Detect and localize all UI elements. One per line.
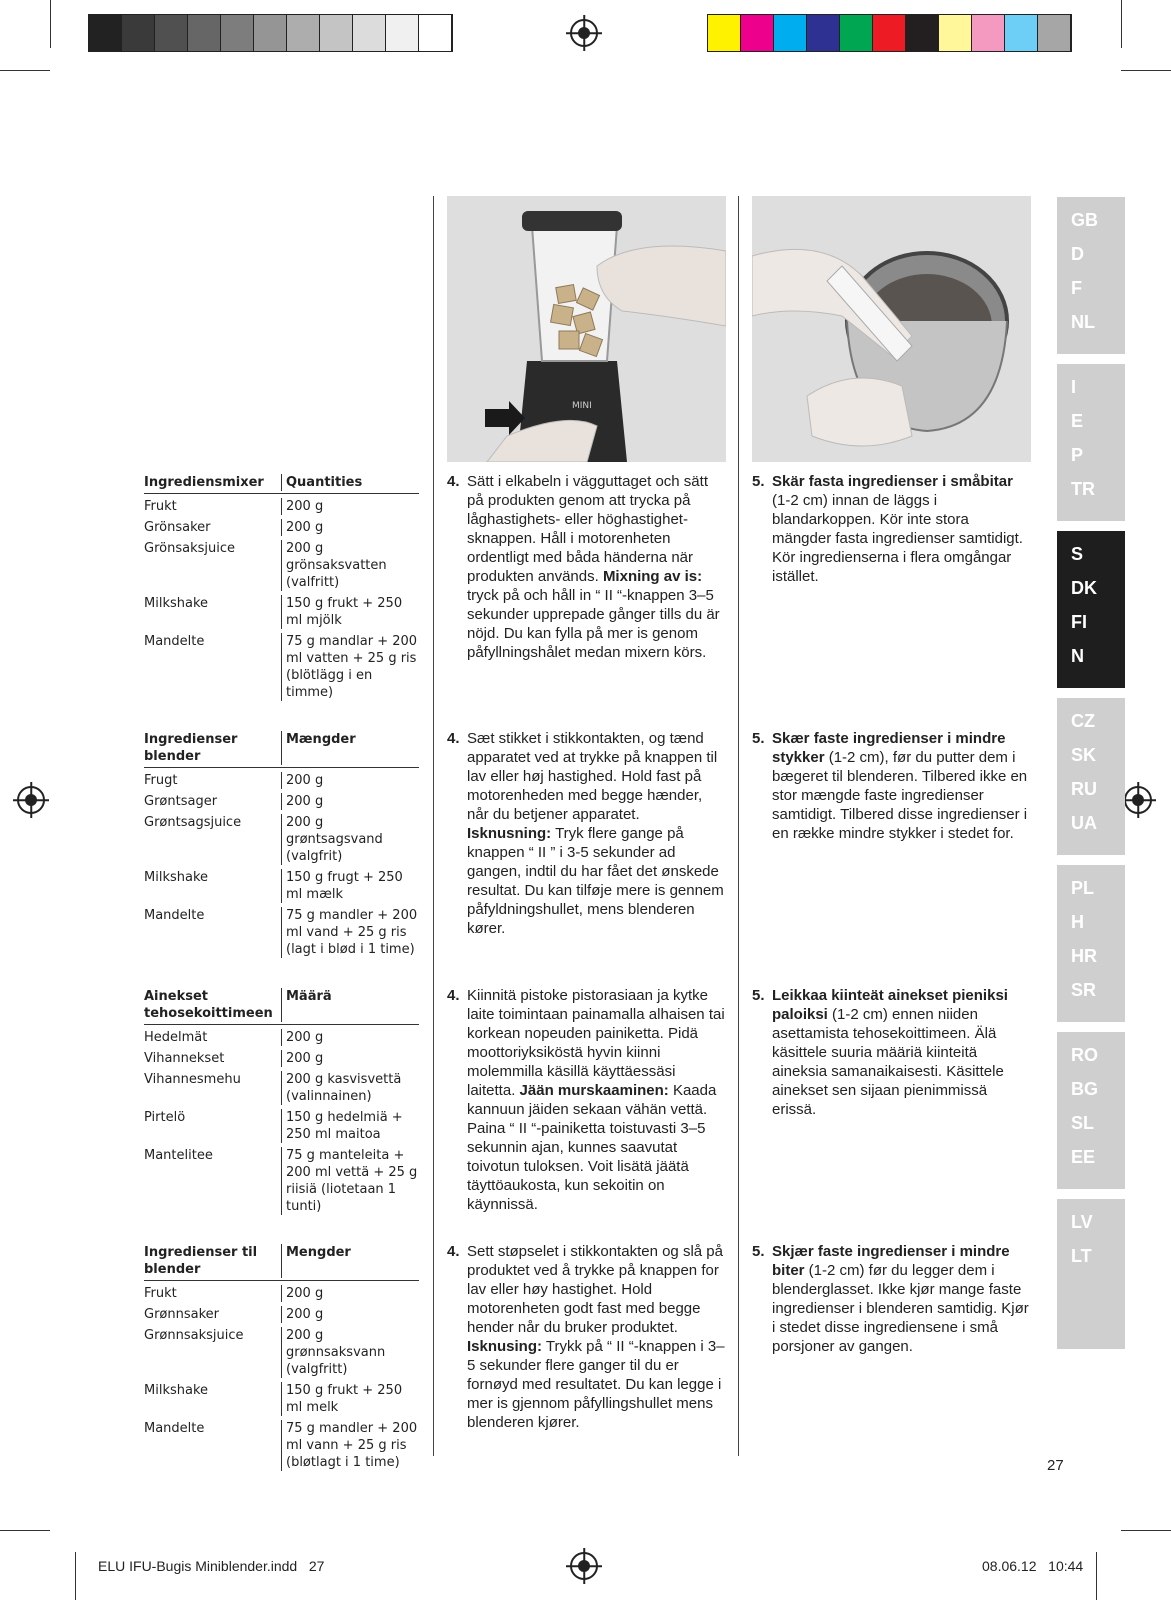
footer-date: 08.06.12 10:44 — [982, 1558, 1084, 1574]
ingredients-table — [144, 474, 419, 701]
table-header — [144, 1244, 419, 1281]
quantity-cell: 75 g manteleita + 200 ml vettä + 25 g riisiä (liotetaan 1 tunti) — [281, 1147, 419, 1215]
table-row — [144, 869, 419, 903]
quantity-cell: 75 g mandler + 200 ml vann + 25 g ris (bløtlagt i 1 time) — [281, 1420, 419, 1471]
step-subheading: Skær faste ingredienser i mindre stykker — [772, 730, 1006, 766]
gray-calibration-bar — [88, 14, 453, 52]
quantity-cell: 200 g kasvisvettä (valinnainen) — [281, 1071, 419, 1105]
ingredient-cell: Milkshake — [144, 870, 209, 885]
step-number: 5. — [752, 987, 765, 1004]
quantity-cell: 200 g grønnsaksvann (valgfritt) — [281, 1327, 419, 1378]
registration-target-icon — [1124, 786, 1152, 814]
color-swatch — [221, 15, 254, 51]
language-code: CZ — [1071, 711, 1095, 731]
color-calibration-bar — [707, 14, 1072, 52]
header-quantities: Quantities — [281, 474, 419, 491]
step-number: 5. — [752, 1243, 765, 1260]
language-code: GB — [1071, 210, 1098, 230]
ingredient-cell: Mandelte — [144, 1421, 205, 1436]
ingredient-cell: Pirtelö — [144, 1110, 186, 1125]
step-number: 4. — [447, 1243, 460, 1260]
table-row — [144, 498, 419, 515]
language-code: BG — [1071, 1079, 1098, 1099]
header-quantities: Määrä — [281, 988, 419, 1022]
ingredient-cell: Milkshake — [144, 596, 209, 611]
header-ingredients: Ingredienser til blender — [144, 1245, 258, 1277]
table-row — [144, 907, 419, 958]
language-code: RO — [1071, 1045, 1098, 1065]
quantity-cell: 75 g mandlar + 200 ml vatten + 25 g ris (blötlägg i en timme) — [281, 633, 419, 701]
step-number: 5. — [752, 473, 765, 490]
language-code: D — [1071, 244, 1084, 264]
table-row — [144, 519, 419, 536]
table-row — [144, 1071, 419, 1105]
language-code: SR — [1071, 980, 1097, 1000]
step-text: Kiinnitä pistoke pistorasiaan ja kytke laite toimintaan painamalla alhaisen tai korkean nopeuden painiketta. Pidä moottoriyksiköstä hyvin kiinni molemmilla käsillä käyttäessäsi laitetta. — [467, 987, 725, 1099]
color-swatch — [89, 15, 122, 51]
blender-photo — [447, 196, 726, 462]
table-row — [144, 793, 419, 810]
language-code: DK — [1071, 578, 1097, 598]
step-subheading: Skär fasta ingredienser i småbitar — [772, 473, 1013, 490]
language-code: UA — [1071, 813, 1097, 833]
ingredient-cell: Frukt — [144, 499, 177, 514]
header-ingredients: Ainekset tehosekoittimeen — [144, 989, 273, 1021]
language-code: TR — [1071, 479, 1095, 499]
quantity-cell: 200 g — [281, 1050, 419, 1067]
step-5-text — [752, 729, 1032, 843]
ingredient-cell: Vihannesmehu — [144, 1072, 241, 1087]
language-code: SL — [1071, 1113, 1095, 1133]
language-tab-group — [1057, 531, 1125, 688]
language-code: F — [1071, 278, 1082, 298]
step-text: Sæt stikket i stikkontakten, og tænd apparatet ved at trykke på knappen til lav eller høj hastighed. Hold fast på motorenheden med begge hænder, når du betjener apparatet. — [467, 730, 718, 823]
step-subheading: Isknusing: — [467, 1338, 543, 1355]
header-ingredients: Ingrediensmixer — [144, 475, 264, 490]
language-code: EE — [1071, 1147, 1096, 1167]
quantity-cell: 200 g — [281, 498, 419, 515]
table-row — [144, 1050, 419, 1067]
step-text: (1-2 cm), før du putter dem i bægeret til blenderen. Tilbered ikke en stor mængde faste ingredienser samtidigt. Tilbered disse ingredienser i en række mindre stykker i stedet for. — [772, 749, 1028, 842]
table-row — [144, 1306, 419, 1323]
step-subheading: Leikkaa kiinteät ainekset pieniksi paloiksi — [772, 987, 1008, 1023]
language-tab-group — [1057, 1032, 1125, 1189]
quantity-cell: 200 g — [281, 772, 419, 789]
color-swatch — [419, 15, 452, 51]
table-header — [144, 474, 419, 494]
step-text: Sätt i elkabeln i vägguttaget och sätt på produkten genom att trycka på låghastighets- eller höghastighet-sknappen. Håll i motorenheten ordentligt med båda händerna när produkten används. — [467, 473, 708, 585]
language-code: NL — [1071, 312, 1095, 332]
ingredient-cell: Mantelitee — [144, 1148, 213, 1163]
step-subheading: Isknusning: — [467, 825, 552, 842]
language-tab-group — [1057, 1199, 1125, 1349]
color-swatch — [741, 15, 774, 51]
quantity-cell: 150 g hedelmiä + 250 ml maitoa — [281, 1109, 419, 1143]
language-code: LT — [1071, 1246, 1092, 1266]
step-4-text — [447, 1242, 725, 1432]
language-code: E — [1071, 411, 1084, 431]
language-code: P — [1071, 445, 1084, 465]
language-code: LV — [1071, 1212, 1093, 1232]
language-code: PL — [1071, 878, 1095, 898]
step-4-text — [447, 729, 725, 938]
color-swatch — [774, 15, 807, 51]
language-tab-group — [1057, 698, 1125, 855]
language-tab-group — [1057, 865, 1125, 1022]
table-row — [144, 1382, 419, 1416]
language-tab-group — [1057, 197, 1125, 354]
color-swatch — [155, 15, 188, 51]
registration-target-icon — [17, 786, 45, 814]
language-code: H — [1071, 912, 1084, 932]
step-text: (1-2 cm) ennen niiden asettamista tehosekoittimeen. Älä käsittele suuria määriä kiinteitä aineksia samanaikaisesti. Käsittele ainekset sen sijaan pienimmissä erissä. — [772, 1006, 1004, 1118]
table-row — [144, 1029, 419, 1046]
step-text: tryck på och håll in “ II “-knappen 3–5 sekunder upprepade gånger tills du är nöjd. Du kan fylla på mer is genom påfyllningshålet medan mixern körs. — [467, 587, 720, 661]
language-code: FI — [1071, 612, 1087, 632]
ingredient-cell: Frugt — [144, 773, 178, 788]
step-number: 4. — [447, 730, 460, 747]
table-row — [144, 1327, 419, 1378]
ingredients-table — [144, 1244, 419, 1471]
step-subheading: Skjær faste ingredienser i mindre biter — [772, 1243, 1010, 1279]
step-text: (1-2 cm) innan de läggs i blandarkoppen. Kör inte stora mängder fasta ingredienser samtidigt. Kör ingredienserna i flera omgångar istället. — [772, 492, 1023, 585]
quantity-cell: 75 g mandler + 200 ml vand + 25 g ris (lagt i blød i 1 time) — [281, 907, 419, 958]
ingredient-cell: Grönsaker — [144, 520, 211, 535]
language-code: N — [1071, 646, 1084, 666]
quantity-cell: 150 g frukt + 250 ml mjölk — [281, 595, 419, 629]
step-number: 5. — [752, 730, 765, 747]
step-4-text — [447, 472, 725, 662]
blender-brand-label: MINI — [572, 401, 592, 411]
ingredient-cell: Mandelte — [144, 634, 205, 649]
color-swatch — [708, 15, 741, 51]
ingredients-table — [144, 731, 419, 958]
registration-target-icon — [570, 1552, 598, 1580]
step-text: Kaada kannuun jäiden sekaan vähän vettä. Paina “ II “-painiketta toistuvasti 3–5 sekunnin ajan, kunnes saavutat toivotun tuloksen. Voit lisätä jäätä täyttöaukosta, kun sekoitin on käynnissä. — [467, 1082, 717, 1213]
quantity-cell: 200 g grönsaksvatten (valfritt) — [281, 540, 419, 591]
color-swatch — [972, 15, 1005, 51]
color-swatch — [386, 15, 419, 51]
step-number: 4. — [447, 987, 460, 1004]
ingredient-cell: Vihannekset — [144, 1051, 225, 1066]
quantity-cell: 200 g — [281, 1029, 419, 1046]
step-number: 4. — [447, 473, 460, 490]
quantity-cell: 150 g frukt + 250 ml melk — [281, 1382, 419, 1416]
ingredient-cell: Hedelmät — [144, 1030, 208, 1045]
language-code: I — [1071, 377, 1077, 397]
page-number: 27 — [1047, 1457, 1064, 1474]
quantity-cell: 200 g — [281, 1285, 419, 1302]
spatula-photo — [752, 196, 1031, 462]
registration-target-icon — [570, 19, 598, 47]
header-ingredients: Ingredienser blender — [144, 732, 238, 764]
table-row — [144, 540, 419, 591]
step-subheading: Mixning av is: — [602, 568, 703, 585]
step-text: Tryk flere gange på knappen “ II ” i 3-5 sekunder ad gangen, indtil du har fået det ønskede resultat. Du kan tilføje mere is gennem påfyldningshullet, mens blenderen kører. — [467, 825, 724, 937]
footer-file-name: ELU IFU-Bugis Miniblender.indd 27 — [98, 1558, 325, 1574]
table-row — [144, 772, 419, 789]
table-row — [144, 1147, 419, 1215]
ingredient-cell: Milkshake — [144, 1383, 209, 1398]
header-quantities: Mengder — [281, 1244, 419, 1278]
color-swatch — [353, 15, 386, 51]
color-swatch — [254, 15, 287, 51]
quantity-cell: 200 g — [281, 519, 419, 536]
ingredient-cell: Grönsaksjuice — [144, 541, 235, 556]
table-row — [144, 814, 419, 865]
color-swatch — [122, 15, 155, 51]
table-row — [144, 1285, 419, 1302]
table-header — [144, 988, 419, 1025]
table-row — [144, 633, 419, 701]
color-swatch — [807, 15, 840, 51]
language-code: S — [1071, 544, 1084, 564]
ingredient-cell: Grøntsager — [144, 794, 218, 809]
step-subheading: Jään murskaaminen: — [519, 1082, 669, 1099]
step-text: Trykk på “ II “-knappen i 3–5 sekunder flere ganger til du er fornøyd med resultatet. Du kan legge i mer is gjennom påfyllingshullet mens blenderen kjører. — [467, 1338, 725, 1431]
step-5-text — [752, 472, 1032, 586]
step-5-text — [752, 986, 1032, 1119]
color-swatch — [906, 15, 939, 51]
ingredient-cell: Frukt — [144, 1286, 177, 1301]
ingredient-cell: Mandelte — [144, 908, 205, 923]
step-text: Sett støpselet i stikkontakten og slå på produktet ved å trykke på knappen for lav eller høy hastighet. Hold motorenheten godt fast med begge hender når du bruker produktet. — [467, 1243, 723, 1336]
color-swatch — [1038, 15, 1071, 51]
quantity-cell: 200 g — [281, 1306, 419, 1323]
color-swatch — [188, 15, 221, 51]
language-code: RU — [1071, 779, 1097, 799]
step-5-text — [752, 1242, 1032, 1356]
table-header — [144, 731, 419, 768]
color-swatch — [840, 15, 873, 51]
color-swatch — [320, 15, 353, 51]
language-code: HR — [1071, 946, 1097, 966]
step-4-text — [447, 986, 725, 1214]
color-swatch — [1005, 15, 1038, 51]
color-swatch — [287, 15, 320, 51]
ingredient-cell: Grønnsaker — [144, 1307, 219, 1322]
language-code: SK — [1071, 745, 1097, 765]
step-text: (1-2 cm) før du legger dem i blenderglasset. Ikke kjør mange faste ingredienser i blenderen samtidig. Kjør i stedet disse ingrediensene i små porsjoner av gangen. — [772, 1262, 1029, 1355]
language-tab-group — [1057, 364, 1125, 521]
quantity-cell: 200 g — [281, 793, 419, 810]
header-quantities: Mængder — [281, 731, 419, 765]
quantity-cell: 200 g grøntsagsvand (valgfrit) — [281, 814, 419, 865]
ingredient-cell: Grøntsagsjuice — [144, 815, 242, 830]
table-row — [144, 1109, 419, 1143]
quantity-cell: 150 g frugt + 250 ml mælk — [281, 869, 419, 903]
table-row — [144, 1420, 419, 1471]
table-row — [144, 595, 419, 629]
ingredient-cell: Grønnsaksjuice — [144, 1328, 244, 1343]
ingredients-table — [144, 988, 419, 1215]
color-swatch — [939, 15, 972, 51]
color-swatch — [873, 15, 906, 51]
